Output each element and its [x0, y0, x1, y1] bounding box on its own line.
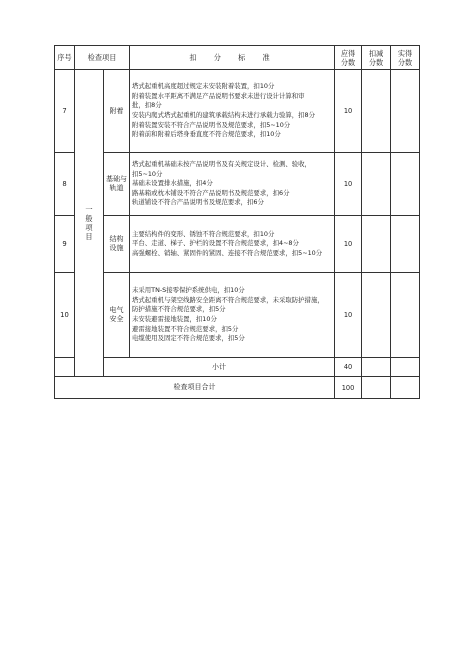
row-due-score: 10 [335, 273, 362, 358]
row-item-name [104, 70, 130, 153]
row-item-name-line: 安全 [109, 315, 124, 323]
criteria-line: 避雷接地装置不符合规范要求，扣5分 [132, 324, 239, 333]
row-due-score: 10 [335, 216, 362, 273]
header-deduct-line-2: 分数 [368, 57, 384, 67]
row-item-name-line: 设施 [109, 244, 124, 252]
table-row [55, 273, 420, 358]
criteria-line: 安装内爬式塔式起重机的建筑承载结构未进行承载力验算，扣8分 [132, 111, 316, 119]
subtotal-label: 小计 [104, 358, 335, 377]
row-criteria [130, 70, 335, 153]
header-actual-line-2: 分数 [397, 57, 413, 67]
row-item-name-line: 结构 [109, 235, 124, 243]
group-label [75, 70, 104, 377]
subtotal-actual-score [391, 358, 420, 377]
row-actual-score [391, 216, 420, 273]
group-label-char: 般 [85, 214, 93, 223]
row-item-name [104, 273, 130, 358]
header-row [55, 46, 420, 70]
criteria-line: 塔式起重机与架空线路安全距离不符合规范要求，未采取防护措施， [132, 295, 324, 304]
header-due-line-2: 分数 [340, 57, 356, 67]
header-deduct [362, 46, 391, 70]
group-label-char: 一 [85, 205, 93, 214]
row-criteria [130, 273, 335, 358]
total-row [55, 377, 420, 399]
total-label: 检查项目合计 [55, 377, 335, 399]
criteria-line: 电缆使用及固定不符合规范要求，扣5分 [132, 334, 245, 343]
criteria-line: 路基箱或枕木铺设不符合产品说明书及规范要求，扣6分 [132, 188, 290, 197]
criteria-line: 主要结构件的变形、锈蚀不符合规范要求，扣10分 [132, 229, 275, 238]
header-actual-line-1: 实得 [397, 48, 413, 58]
criteria-line: 未安装避雷接地装置，扣10分 [132, 315, 217, 323]
criteria-line: 高强螺栓、销轴、紧固件的紧固、连接不符合规范要求，扣5~10分 [132, 248, 323, 257]
table-row [55, 216, 420, 273]
criteria-line: 塔式起重机高度超过规定未安装附着装置，扣10分 [132, 82, 275, 91]
row-deduct-score [362, 70, 391, 153]
group-label-char: 目 [85, 232, 93, 241]
subtotal-row [55, 358, 420, 377]
criteria-line: 未采用TN-S接零保护系统供电，扣10分 [132, 286, 245, 295]
row-seq: 9 [55, 216, 75, 273]
total-actual-score [391, 377, 420, 399]
table-row [55, 153, 420, 216]
criteria-line: 平台、走道、梯子、护栏的设置不符合规范要求，扣4~8分 [132, 239, 299, 248]
header-criteria: 扣 分 标 准 [130, 46, 335, 70]
header-actual [391, 46, 420, 70]
criteria-line: 防护措施不符合规范要求，扣5分 [132, 305, 226, 314]
row-deduct-score [362, 153, 391, 216]
subtotal-deduct-score [362, 358, 391, 377]
row-seq: 7 [55, 70, 75, 153]
criteria-line: 附着装置水平距离不满足产品说明书要求未进行设计计算和审 [132, 91, 305, 100]
inspection-table [54, 45, 420, 399]
row-seq: 8 [55, 153, 75, 216]
inspection-sheet [54, 45, 419, 399]
row-actual-score [391, 153, 420, 216]
header-deduct-line-1: 扣减 [368, 48, 384, 58]
group-label-char: 项 [85, 223, 93, 232]
row-actual-score [391, 70, 420, 153]
row-item-name [104, 153, 130, 216]
criteria-line: 轨道铺设不符合产品说明书及规范要求，扣6分 [132, 198, 264, 207]
header-item: 检查项目 [75, 46, 130, 70]
row-item-name-line: 附着 [109, 106, 124, 115]
row-item-name [104, 216, 130, 273]
header-due-line-1: 应得 [340, 48, 356, 58]
subtotal-seq-cell [55, 358, 75, 377]
row-item-name-line: 轨道 [109, 184, 124, 192]
criteria-line: 附着装置安装不符合产品说明书及规范要求，扣5~10分 [132, 120, 291, 129]
subtotal-due-score: 40 [335, 358, 362, 377]
criteria-line: 附着前和附着后塔身垂直度不符合规范要求，扣10分 [132, 130, 281, 139]
row-due-score: 10 [335, 153, 362, 216]
total-deduct-score [362, 377, 391, 399]
row-criteria [130, 153, 335, 216]
row-actual-score [391, 273, 420, 358]
criteria-line: 基础未设置排水措施，扣4分 [132, 179, 213, 188]
row-item-name-line: 基础与 [106, 175, 127, 183]
criteria-line: 扣5~10分 [132, 169, 163, 178]
row-seq: 10 [55, 273, 75, 358]
table-row [55, 70, 420, 153]
header-seq: 序号 [55, 46, 75, 70]
total-due-score: 100 [335, 377, 362, 399]
header-due [335, 46, 362, 70]
row-item-name-line: 电气 [109, 306, 124, 314]
row-deduct-score [362, 273, 391, 358]
criteria-line: 塔式起重机基础未按产品说明书及有关规定设计、检测、验收， [132, 160, 311, 169]
row-criteria [130, 216, 335, 273]
row-deduct-score [362, 216, 391, 273]
criteria-line: 批，扣8分 [132, 101, 162, 110]
row-due-score: 10 [335, 70, 362, 153]
